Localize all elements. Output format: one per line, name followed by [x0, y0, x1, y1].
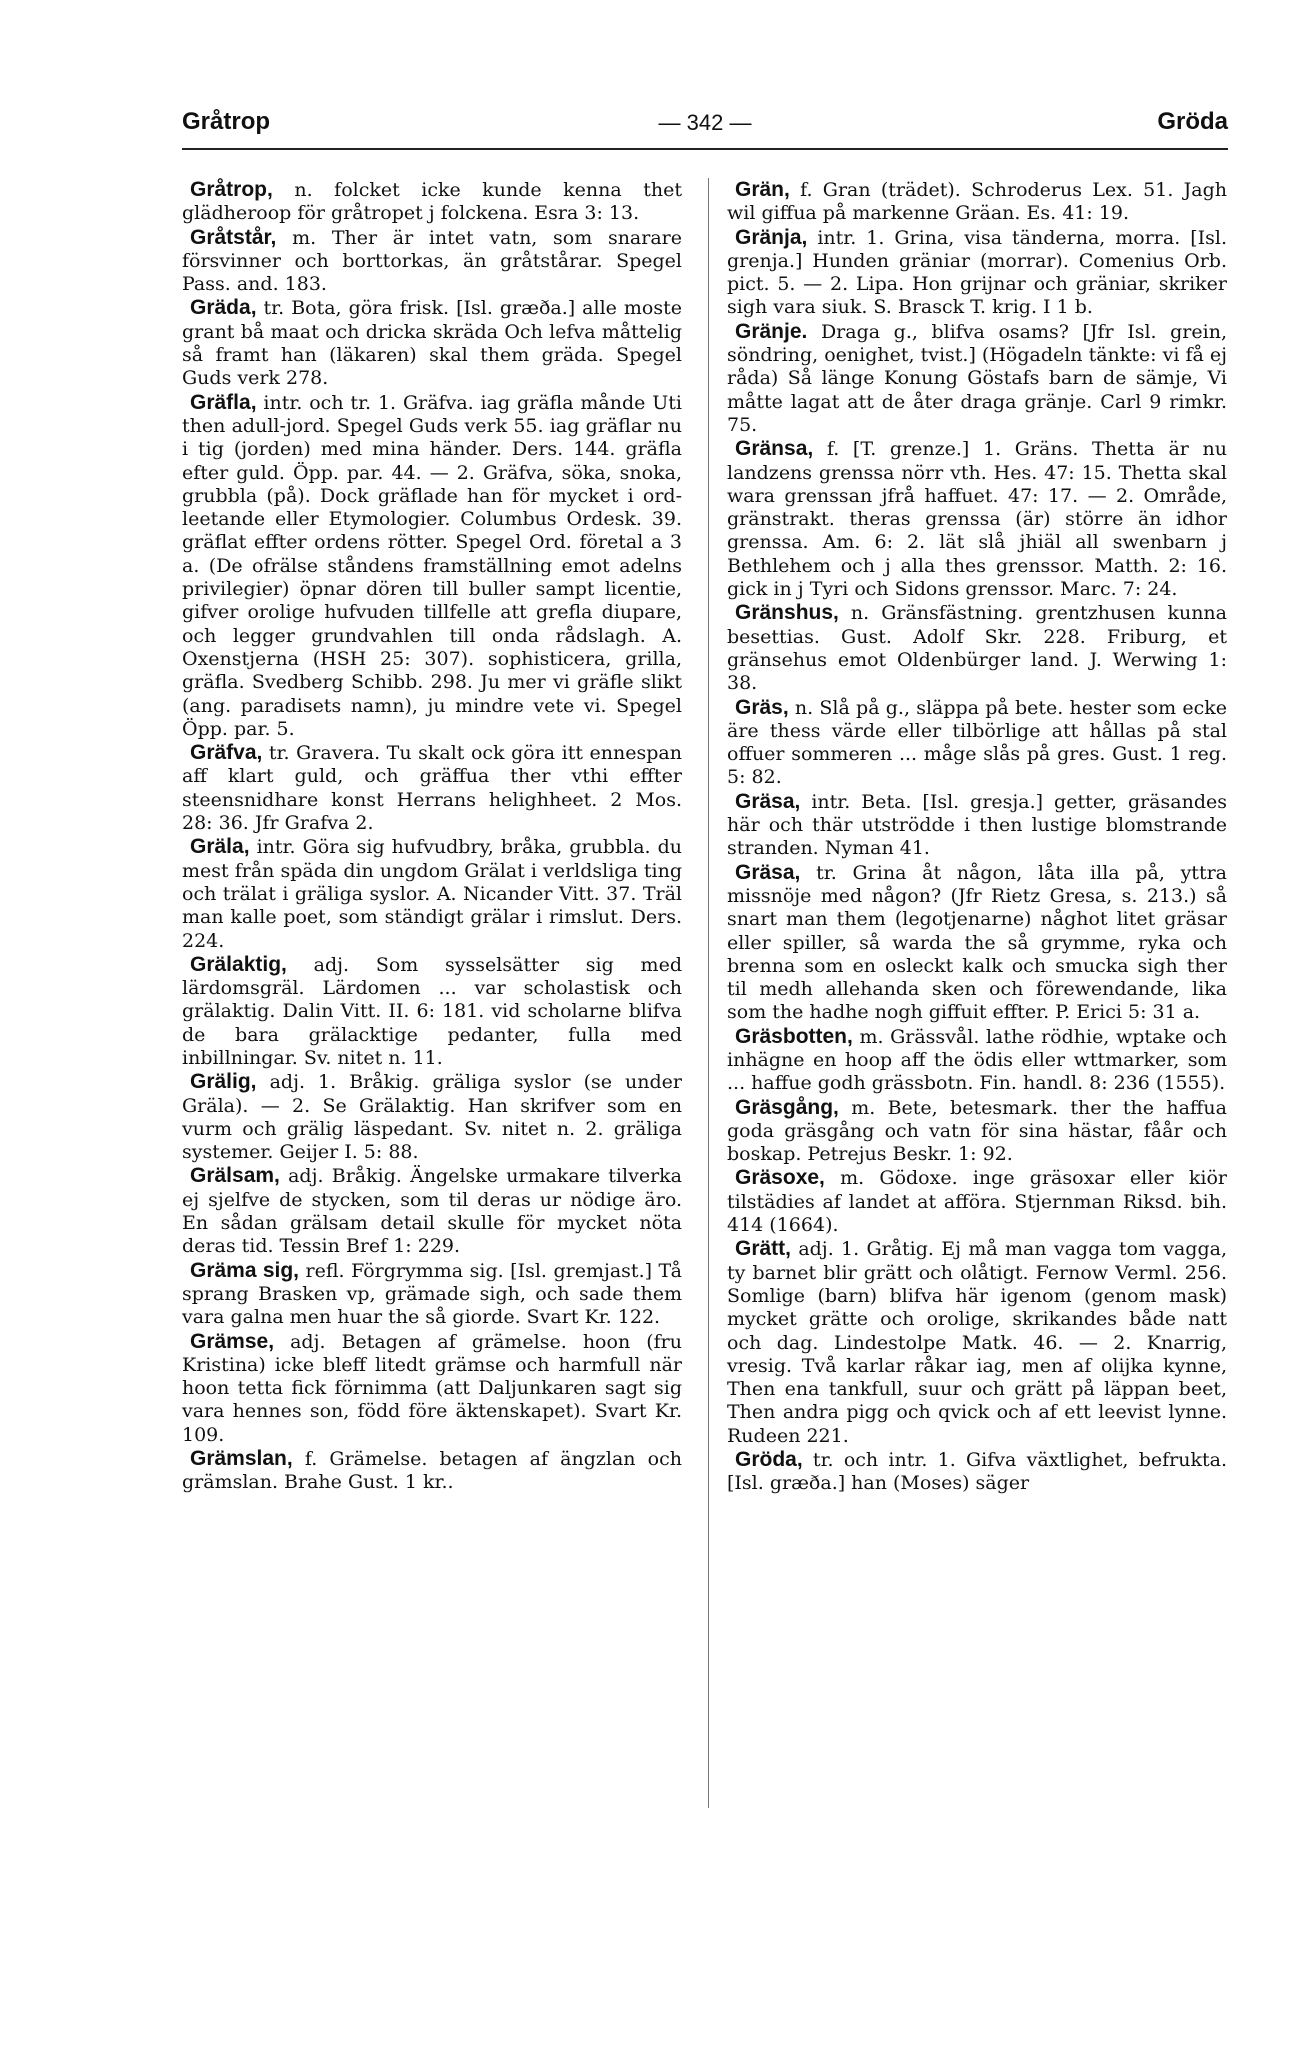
dictionary-entry: [727, 790, 1227, 861]
entry-definition: m. Bete, betesmark. ther the haffua goda gräsgång och vatn för sina hästar, fåår och boskap. Petrejus Beskr. 1: 92.: [727, 1096, 1227, 1166]
entry-definition: intr. Göra sig hufvudbry, bråka, grubbla. du mest från späda din ungdom Grälat i verldsliga ting och trälat i gräliga syslor. A. Nicander Vitt. 37. Träl man kalle poet, som ständigt grälar i rimslut. Ders. 224.: [182, 836, 682, 952]
entry-definition: tr. Gravera. Tu skalt ock göra itt ennespan aff klart guld, och gräffua ther vthi effter steensnidhare konst Herrans helighheet. 2 Mos. 28: 36. Jfr Grafva 2.: [182, 742, 682, 835]
entry-headword: Gråtrop,: [190, 178, 273, 201]
entry-definition: Draga g., blifva osams? [Jfr Isl. grein, söndring, oenighet, tvist.] (Högadeln tänkte: vi få ej råda) Så länge Konung Göstafs barn de sämje, Vi måtte lagat att de åter draga gränje. Carl 9 rimkr. 75.: [727, 320, 1227, 436]
dictionary-entry: [182, 1070, 682, 1164]
page-number: — 342 —: [658, 110, 752, 135]
entry-definition: m. Gödoxe. inge gräsoxar eller kiör tilstädies af landet at afföra. Stjernman Riksd. bih. 414 (1664).: [727, 1167, 1227, 1237]
entry-headword: Gräsoxe,: [735, 1166, 825, 1190]
entry-definition: m. Grässvål. lathe rödhie, wptake och inhägne en hoop aff the ödis eller wttmarker, som ... haffue godh grässbotn. Fin. handl. 8: 236 (1555).: [727, 1025, 1227, 1095]
dictionary-entry: [182, 391, 682, 741]
column-divider: [708, 178, 709, 1808]
dictionary-entry: [727, 320, 1227, 437]
entry-headword: Grälaktig,: [190, 952, 287, 976]
entry-definition: n. folcket icke kunde kenna thet glädheroop för gråtropet j folckena. Esra 3: 13.: [182, 179, 682, 225]
entry-definition: f. [T. grenze.] 1. Gräns. Thetta är nu landzens grenssa nörr vth. Hes. 47: 15. Thetta skal wara grenssan jfrå haffuet. 47: 17. — 2. Område, gränstrakt. theras grenssa (är) större än idhor grenssa. Am. 6: 2. lät slå jhiäl all swenbarn j Bethlehem och j alla thes grenssor. Matth. 2: 16. gick in j Tyri och Sidons grenssor. Marc. 7: 24.: [727, 438, 1227, 601]
dictionary-entry: [727, 601, 1227, 695]
dictionary-entry: [182, 1259, 682, 1330]
entry-definition: m. Ther är intet vatn, som snarare försvinner och borttorkas, än gråtstårar. Spegel Pass. and. 183.: [182, 226, 682, 296]
dictionary-entry: [182, 1330, 682, 1447]
entry-headword: Gröda,: [735, 1448, 803, 1472]
dictionary-entry: [727, 696, 1227, 790]
entry-definition: intr. 1. Grina, visa tänderna, morra. [Isl. grenja.] Hunden gräniar (morrar). Comenius Orb. pict. 5. — 2. Lipa. Hon grijnar och gräniar, skriker sigh vara siuk. S. Brasck T. krig. I 1 b.: [727, 226, 1227, 319]
entry-headword: Gräma sig,: [190, 1258, 300, 1282]
dictionary-entry: [727, 1096, 1227, 1167]
entry-definition: f. Grämelse. betagen af ängzlan och grämslan. Brahe Gust. 1 kr..: [182, 1448, 682, 1494]
dictionary-entry: [727, 178, 1227, 226]
entry-definition: adj. Bråkig. Ängelske urmakare tilverka ej sjelfve de stycken, som til deras ur nödige äro. En sådan grälsam detail skulle för mycket nöta deras tid. Tessin Bref 1: 229.: [182, 1165, 682, 1258]
entry-headword: Gräsa,: [735, 860, 801, 884]
entry-definition: tr. Bota, göra frisk. [Isl. græða.] alle moste grant bå maat och dricka skräda Och lefva måttelig så framt han (läkaren) skal them gräda. Spegel Guds verk 278.: [182, 297, 682, 390]
entry-headword: Gräs,: [735, 695, 789, 719]
entry-headword: Gräfva,: [190, 741, 263, 765]
entry-headword: Grämse,: [190, 1329, 275, 1353]
entry-definition: adj. Som sysselsätter sig med lärdomsgräl. Lärdomen ... var scholastisk och grälaktig. Dalin Vitt. II. 6: 181. vid scholarne blifva de bara grälacktige pedanter, fulla med inbillningar. Sv. nitet n. 11.: [182, 953, 682, 1069]
dictionary-entry: [182, 296, 682, 390]
dictionary-entry: [727, 1025, 1227, 1096]
entry-definition: n. Slå på g., släppa på bete. hester som ecke äre thess värde eller tilbörlige att hållas på stal offuer sommeren ... måge slås på gres. Gust. 1 reg. 5: 82.: [727, 696, 1227, 789]
entry-definition: intr. och tr. 1. Gräfva. iag gräfla månde Uti then adull-jord. Spegel Guds verk 55. iag gräflar nu i tig (jorden) med mina händer. Ders. 144. gräfla efter guld. Öpp. par. 44. — 2. Gräfva, söka, snoka, grubbla (på). Dock gräflade han för mycket i ord-leetande eller Etymologier. Columbus Ordesk. 39. gräflat effter ordens rötter. Spegel Ord. företal a 3 a. (De ofrälse ståndens framställning emot adelns privilegier) öpnar dören till buller sampt licentie, gifver orolige hufvuden tillfelle att grefla diupare, och legger grundvahlen till onda rådslagh. A. Oxenstjerna (HSH 25: 307). sophisticera, grilla, gräfla. Svedberg Schibb. 298. Ju mer vi gräfle slikt (ang. paradisets namn), ju mindre vete vi. Spegel Öpp. par. 5.: [182, 391, 682, 740]
entry-headword: Grälsam,: [190, 1164, 280, 1188]
right-column: [727, 178, 1227, 1496]
entry-definition: adj. 1. Gråtig. Ej må man vagga tom vagga, ty barnet blir grätt och olåtigt. Fernow Verml. 256. Somlige (barn) blifva här igenom (genom mask) mycket grätte och orolige, skrikandes både natt och dag. Lindestolpe Matk. 46. — 2. Knarrig, vresig. Två karlar råkar iag, men af olijka kynne, Then ena tankfull, suur och grätt på läppan beet, Then andra pigg och qvick och af ett leevist lynne. Rudeen 221.: [727, 1238, 1227, 1447]
entry-headword: Gränshus,: [735, 601, 839, 625]
entry-headword: Gräla,: [190, 835, 250, 859]
entry-definition: tr. Grina åt någon, låta illa på, yttra missnöje med någon? (Jfr Rietz Gresa, s. 213.) så snart man them (legotjenarne) någhot litet gräsar eller spiller, så warda the så grymme, ryka och brenna som en osleckt kalk och smucka sigh ther til medh allehanda sken och förewendande, lika som the hadhe nogh giffuit effter. P. Erici 5: 31 a.: [727, 861, 1227, 1024]
dictionary-entry: [182, 1164, 682, 1258]
entry-headword: Gräsgång,: [735, 1095, 839, 1119]
entry-headword: Gräsa,: [735, 789, 801, 813]
left-column: [182, 178, 682, 1495]
entry-definition: adj. 1. Bråkig. gräliga syslor (se under Gräla). — 2. Se Grälaktig. Han skrifver som en vurm och grälig läspedant. Sv. nitet n. 2. gräliga systemer. Geijer I. 5: 88.: [182, 1071, 682, 1164]
entry-definition: refl. Förgrymma sig. [Isl. gremjast.] Tå sprang Brasken vp, grämade sigh, och sade them vara galna men huar the så giorde. Svart Kr. 122.: [182, 1259, 682, 1329]
entry-headword: Grälig,: [190, 1070, 257, 1094]
entry-headword: Gräsbotten,: [735, 1024, 853, 1048]
dictionary-entry: [727, 437, 1227, 601]
entry-definition: adj. Betagen af grämelse. hoon (fru Kristina) icke bleff litedt grämse och harmfull när hoon tetta fick förnimma (att Daljunkaren sagt sig vara hennes son, född före äktenskapet). Svart Kr. 109.: [182, 1330, 682, 1446]
dictionary-entry: [727, 1237, 1227, 1448]
entry-headword: Grätt,: [735, 1237, 792, 1261]
entry-headword: Gråtstår,: [190, 225, 277, 249]
entry-headword: Gränja,: [735, 225, 808, 249]
entry-definition: n. Gränsfästning. grentzhusen kunna besettias. Gust. Adolf Skr. 228. Friburg, et gränsehus emot Oldenbürger land. J. Werwing 1: 38.: [727, 602, 1227, 695]
dictionary-entry: [182, 1447, 682, 1495]
dictionary-entry: [727, 1448, 1227, 1496]
dictionary-entry: [182, 835, 682, 952]
page-header: [182, 108, 1228, 150]
header-right-guideword: Gröda: [1157, 108, 1228, 135]
entry-definition: f. Gran (trädet). Schroderus Lex. 51. Jagh wil giffua på markenne Gräan. Es. 41: 19.: [727, 179, 1227, 225]
dictionary-entry: [182, 178, 682, 226]
dictionary-entry: [727, 1166, 1227, 1237]
entry-headword: Gränje.: [735, 319, 808, 343]
dictionary-entry: [727, 861, 1227, 1025]
entry-headword: Gräfla,: [190, 390, 257, 414]
entry-definition: intr. Beta. [Isl. gresja.] getter, gräsandes här och thär utströdde i then lustige blomstrande stranden. Nyman 41.: [727, 790, 1227, 860]
dictionary-entry: [727, 226, 1227, 320]
dictionary-entry: [182, 226, 682, 297]
entry-headword: Gränsa,: [735, 437, 814, 461]
header-left-guideword: Gråtrop: [182, 108, 271, 135]
entry-definition: tr. och intr. 1. Gifva växtlighet, befrukta. [Isl. græða.] han (Moses) säger: [727, 1449, 1227, 1495]
entry-headword: Grän,: [735, 178, 790, 201]
dictionary-entry: [182, 741, 682, 835]
dictionary-entry: [182, 953, 682, 1070]
entry-headword: Grämslan,: [190, 1447, 293, 1471]
entry-headword: Gräda,: [190, 296, 257, 320]
